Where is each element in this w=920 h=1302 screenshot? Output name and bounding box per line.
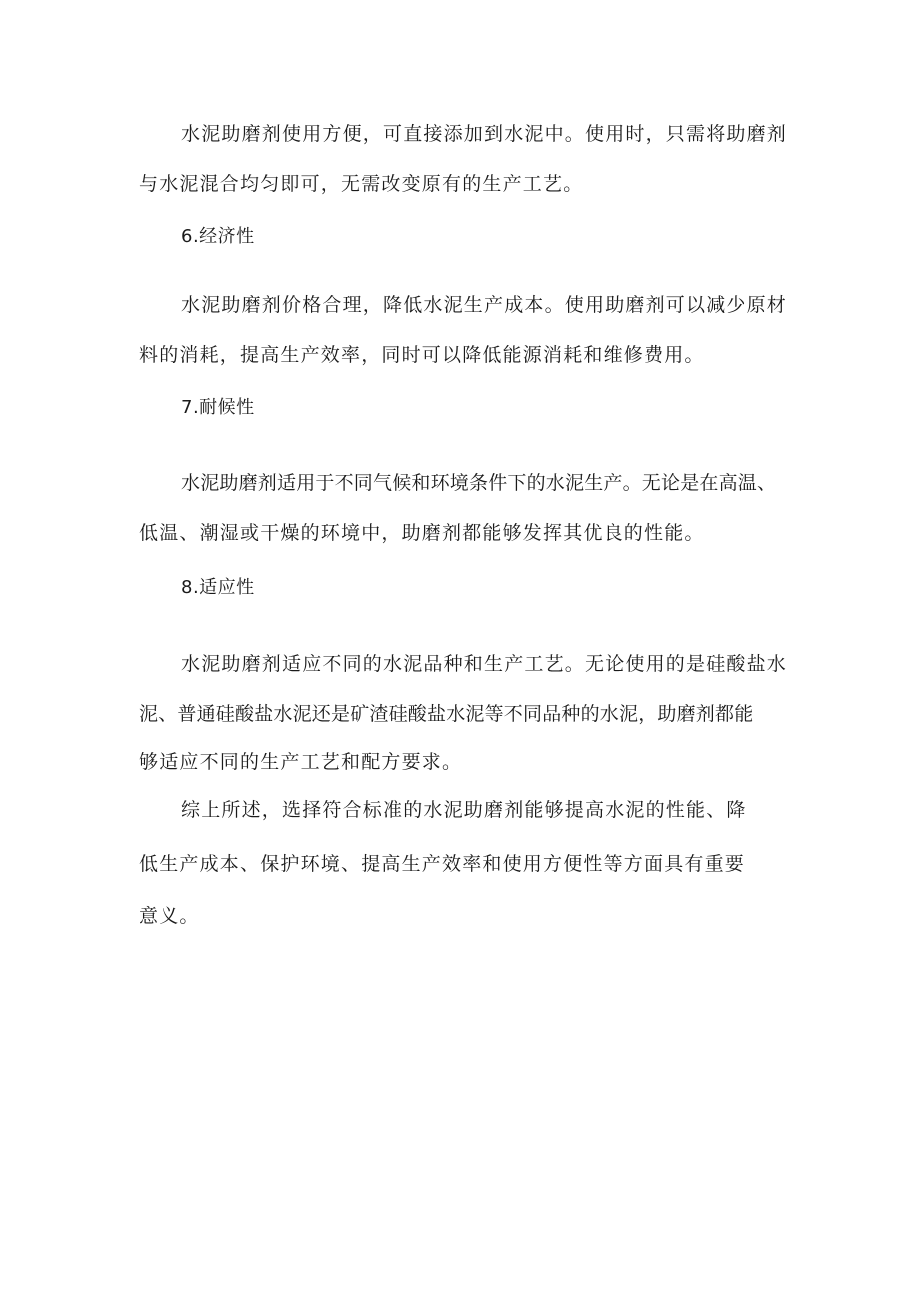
paragraph-line: 泥、普通硅酸盐水泥还是矿渣硅酸盐水泥等不同品种的水泥，助磨剂都能 — [139, 703, 754, 725]
paragraph-line: 水泥助磨剂适用于不同气候和环境条件下的水泥生产。无论是在高温、 — [181, 472, 777, 494]
paragraph-line: 够适应不同的生产工艺和配方要求。 — [139, 751, 463, 773]
paragraph-line: 水泥助磨剂使用方便，可直接添加到水泥中。使用时，只需将助磨剂 — [181, 123, 788, 145]
paragraph-line: 水泥助磨剂适应不同的水泥品种和生产工艺。无论使用的是硅酸盐水 — [181, 653, 788, 675]
section-heading-adaptability: 8.适应性 — [181, 577, 255, 598]
paragraph-line: 料的消耗，提高生产效率，同时可以降低能源消耗和维修费用。 — [139, 344, 705, 366]
paragraph-line: 意义。 — [139, 905, 200, 927]
paragraph-line: 综上所述，选择符合标准的水泥助磨剂能够提高水泥的性能、降 — [181, 799, 747, 821]
paragraph-line: 低温、潮湿或干燥的环境中，助磨剂都能够发挥其优良的性能。 — [139, 522, 705, 544]
paragraph-line: 低生产成本、保护环境、提高生产效率和使用方便性等方面具有重要 — [139, 853, 746, 875]
paragraph-line: 与水泥混合均匀即可，无需改变原有的生产工艺。 — [139, 173, 584, 195]
section-heading-economy: 6.经济性 — [181, 226, 255, 247]
section-heading-weather-resistance: 7.耐候性 — [181, 397, 255, 418]
paragraph-line: 水泥助磨剂价格合理，降低水泥生产成本。使用助磨剂可以减少原材 — [181, 294, 788, 316]
